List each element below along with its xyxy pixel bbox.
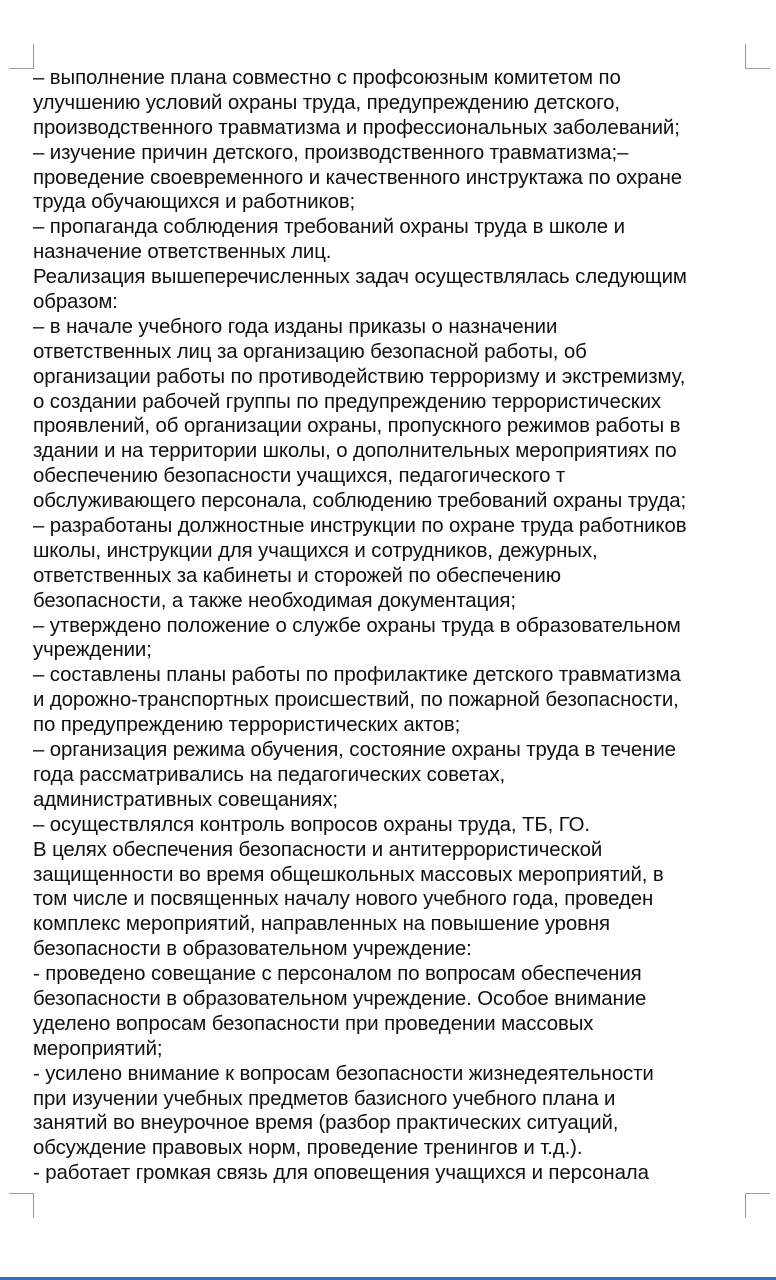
text-line: том числе и посвященных началу нового учебного года, проведен (33, 888, 654, 911)
text-line: организации работы по противодействию терроризму и экстремизму, (33, 365, 686, 388)
text-line: безопасности в образовательном учреждение: (33, 938, 472, 961)
bottom-left-margin-mark (9, 1193, 34, 1218)
text-line: о создании рабочей группы по предупреждению террористических (33, 390, 661, 413)
text-line: Реализация вышеперечисленных задач осуществлялась следующим (33, 266, 687, 289)
text-line: – пропаганда соблюдения требований охраны труда в школе и (33, 216, 625, 239)
text-line: уделено вопросам безопасности при проведении массовых (33, 1012, 594, 1035)
text-line: школы, инструкции для учащихся и сотрудников, дежурных, (33, 539, 598, 562)
text-line: обслуживающего персонала, соблюдению требований охраны труда; (33, 490, 687, 513)
text-line: улучшению условий охраны труда, предупреждению детского, (33, 91, 620, 114)
text-line: ответственных лиц за организацию безопасной работы, об (33, 340, 587, 363)
top-left-margin-mark (9, 44, 34, 69)
text-line: назначение ответственных лиц. (33, 241, 332, 264)
text-line: учреждении; (33, 639, 152, 662)
text-line: административных совещаниях; (33, 788, 338, 811)
text-line: проявлений, об организации охраны, пропускного режимов работы в (33, 415, 681, 438)
text-line: проведение своевременного и качественного инструктажа по охране (33, 166, 683, 189)
text-line: безопасности, а также необходимая документация; (33, 589, 516, 612)
text-line: – разработаны должностные инструкции по охране труда работников (33, 515, 687, 538)
text-line: обсуждение правовых норм, проведение тренингов и т.д.). (33, 1137, 583, 1160)
text-line: и дорожно-транспортных происшествий, по пожарной безопасности, (33, 689, 679, 712)
text-line: обеспечению безопасности учащихся, педагогического т (33, 465, 566, 488)
text-line: В целях обеспечения безопасности и антитеррористической (33, 838, 603, 861)
text-line: безопасности в образовательном учреждение. Особое внимание (33, 987, 647, 1010)
text-line: – составлены планы работы по профилактике детского травматизма (33, 664, 681, 687)
text-line: – организация режима обучения, состояние охраны труда в течение (33, 739, 676, 762)
text-line: – изучение причин детского, производственного травматизма;– (33, 141, 629, 164)
text-line: комплекс мероприятий, направленных на повышение уровня (33, 913, 610, 936)
text-line: - усилено внимание к вопросам безопасности жизнедеятельности (33, 1062, 654, 1085)
text-line: мероприятий; (33, 1037, 163, 1060)
text-line: образом: (33, 291, 118, 314)
text-line: – в начале учебного года изданы приказы о назначении (33, 315, 558, 338)
text-line: по предупреждению террористических актов; (33, 714, 461, 737)
document-body (33, 66, 763, 1186)
text-line: при изучении учебных предметов базисного учебного плана и (33, 1087, 616, 1110)
text-line: здании и на территории школы, о дополнительных мероприятиях по (33, 440, 677, 463)
text-line: – выполнение плана совместно с профсоюзным комитетом по (33, 67, 621, 89)
text-line: труда обучающихся и работников; (33, 191, 356, 214)
text-line: производственного травматизма и профессиональных заболеваний; (33, 116, 680, 139)
bottom-right-margin-mark (745, 1193, 770, 1218)
text-line: защищенности во время общешкольных массовых мероприятий, в (33, 863, 664, 886)
text-line: - проведено совещание с персоналом по вопросам обеспечения (33, 963, 642, 986)
text-line: - работает громкая связь для оповещения учащихся и персонала (33, 1162, 649, 1185)
text-line: ответственных за кабинеты и сторожей по обеспечению (33, 564, 561, 587)
text-line: – осуществлялся контроль вопросов охраны труда, ТБ, ГО. (33, 813, 590, 836)
text-line: года рассматривались на педагогических советах, (33, 763, 506, 786)
text-line: занятий во внеурочное время (разбор практических ситуаций, (33, 1112, 619, 1135)
text-line: – утверждено положение о службе охраны труда в образовательном (33, 614, 681, 637)
